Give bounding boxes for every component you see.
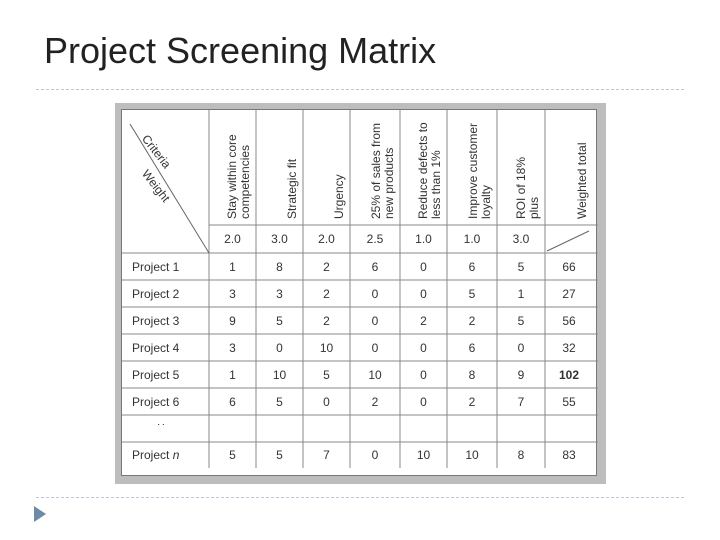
score-cell: 8 [468,367,476,382]
weight-cell: 1.0 [415,232,432,246]
column-header [260,118,299,219]
column-header [354,118,396,219]
column-header-line: competencies [238,144,252,219]
column-header-line: new products [382,147,396,219]
score-cell: 10 [368,367,382,382]
score-cell: 8 [276,259,283,274]
column-header-line: Improve customer [466,122,480,219]
matrix-figure [115,103,606,484]
column-header [307,118,346,219]
score-cell: 3 [229,286,236,301]
row-label: Project 2 [132,286,180,301]
slide-title: Project Screening Matrix [44,30,437,71]
score-cell: 5 [517,313,525,328]
weight-cell: 1.0 [463,232,481,246]
score-cell: 0 [420,367,427,382]
score-cell: 10 [465,448,479,462]
score-cell: 0 [276,340,283,355]
score-cell: 6 [468,259,476,274]
score-cell: 5 [229,448,236,462]
score-cell: 10 [272,367,287,382]
row-label: Project 3 [132,313,180,328]
column-header [404,118,443,219]
score-cell: 0 [517,340,525,355]
score-cell: 10 [416,448,431,462]
column-header-line: Reduce defects to [416,122,430,219]
weighted-total-cell: 66 [562,259,576,274]
score-cell: 7 [323,448,330,462]
score-cell: 9 [517,367,525,382]
column-header [501,118,541,219]
column-header-line: Weighted total [575,142,589,219]
weight-cell: 3.0 [271,232,288,246]
weighted-total-cell: 56 [562,313,576,328]
weighted-total-cell: 32 [562,340,576,355]
weighted-total-cell: 27 [562,286,576,301]
score-cell: 0 [371,286,379,301]
score-cell: 10 [319,340,334,355]
weight-cell: 2.0 [318,232,335,246]
score-cell: 6 [371,259,379,274]
score-cell: 0 [420,394,427,409]
score-cell: 0 [420,259,427,274]
bullet-arrow-icon [34,506,46,522]
score-cell: 1 [517,286,525,301]
column-header-line: plus [527,196,541,219]
weighted-total-cell: 55 [562,394,576,409]
score-cell: 5 [323,367,330,382]
score-cell: 9 [229,313,236,328]
column-header-line: Urgency [332,174,346,219]
score-cell: 5 [276,313,283,328]
column-header [213,118,252,219]
row-label-prefix: Project [132,448,173,462]
score-cell: 2 [371,394,379,409]
score-cell: 5 [276,394,283,409]
score-cell: 0 [371,340,379,355]
screening-matrix-table [121,109,597,476]
weight-cell: 3.0 [512,232,530,246]
column-header-line: ROI of 18% [514,156,528,219]
score-cell: 8 [517,448,525,462]
column-header-line: 25% of sales from [369,122,383,219]
column-header [549,118,589,219]
weight-corner-label: Weight [138,167,173,205]
top-divider [36,89,684,90]
score-cell: 0 [323,394,330,409]
row-label: Project 1 [132,259,180,274]
column-header [451,118,493,219]
score-cell: 2 [420,313,427,328]
score-cell: 2 [323,286,330,301]
score-cell: 0 [420,286,427,301]
continuation-ellipsis: : [155,423,167,427]
score-cell: 2 [468,394,476,409]
column-header-line: loyalty [479,184,493,219]
score-cell: 2 [468,313,476,328]
score-cell: 0 [371,313,379,328]
row-label: Project 4 [132,340,180,355]
score-cell: 6 [468,340,476,355]
weighted-total-cell: 102 [558,367,580,382]
column-header-line: Stay within core [225,134,239,219]
column-header-line: Strategic fit [285,158,299,219]
score-cell: 2 [323,259,330,274]
score-cell: 5 [517,259,525,274]
weight-cell: 2.0 [224,232,241,246]
row-label: Project 5 [132,367,180,382]
weighted-total-cell: 83 [562,448,576,462]
bottom-divider [36,497,684,498]
row-label-variable: n [172,448,180,462]
score-cell: 5 [468,286,476,301]
score-cell: 0 [420,340,427,355]
weight-cell: 2.5 [366,232,384,246]
criteria-corner-label: Criteria [138,132,174,172]
row-label: Project 6 [132,394,180,409]
score-cell: 7 [517,394,525,409]
score-cell: 3 [229,340,236,355]
score-cell: 1 [229,367,236,382]
row-label [122,442,209,468]
score-cell: 2 [323,313,330,328]
score-cell: 5 [276,448,283,462]
score-cell: 3 [276,286,283,301]
score-cell: 6 [229,394,236,409]
score-cell: 1 [229,259,236,274]
score-cell: 0 [371,448,379,462]
column-header-line: less than 1% [429,150,443,219]
